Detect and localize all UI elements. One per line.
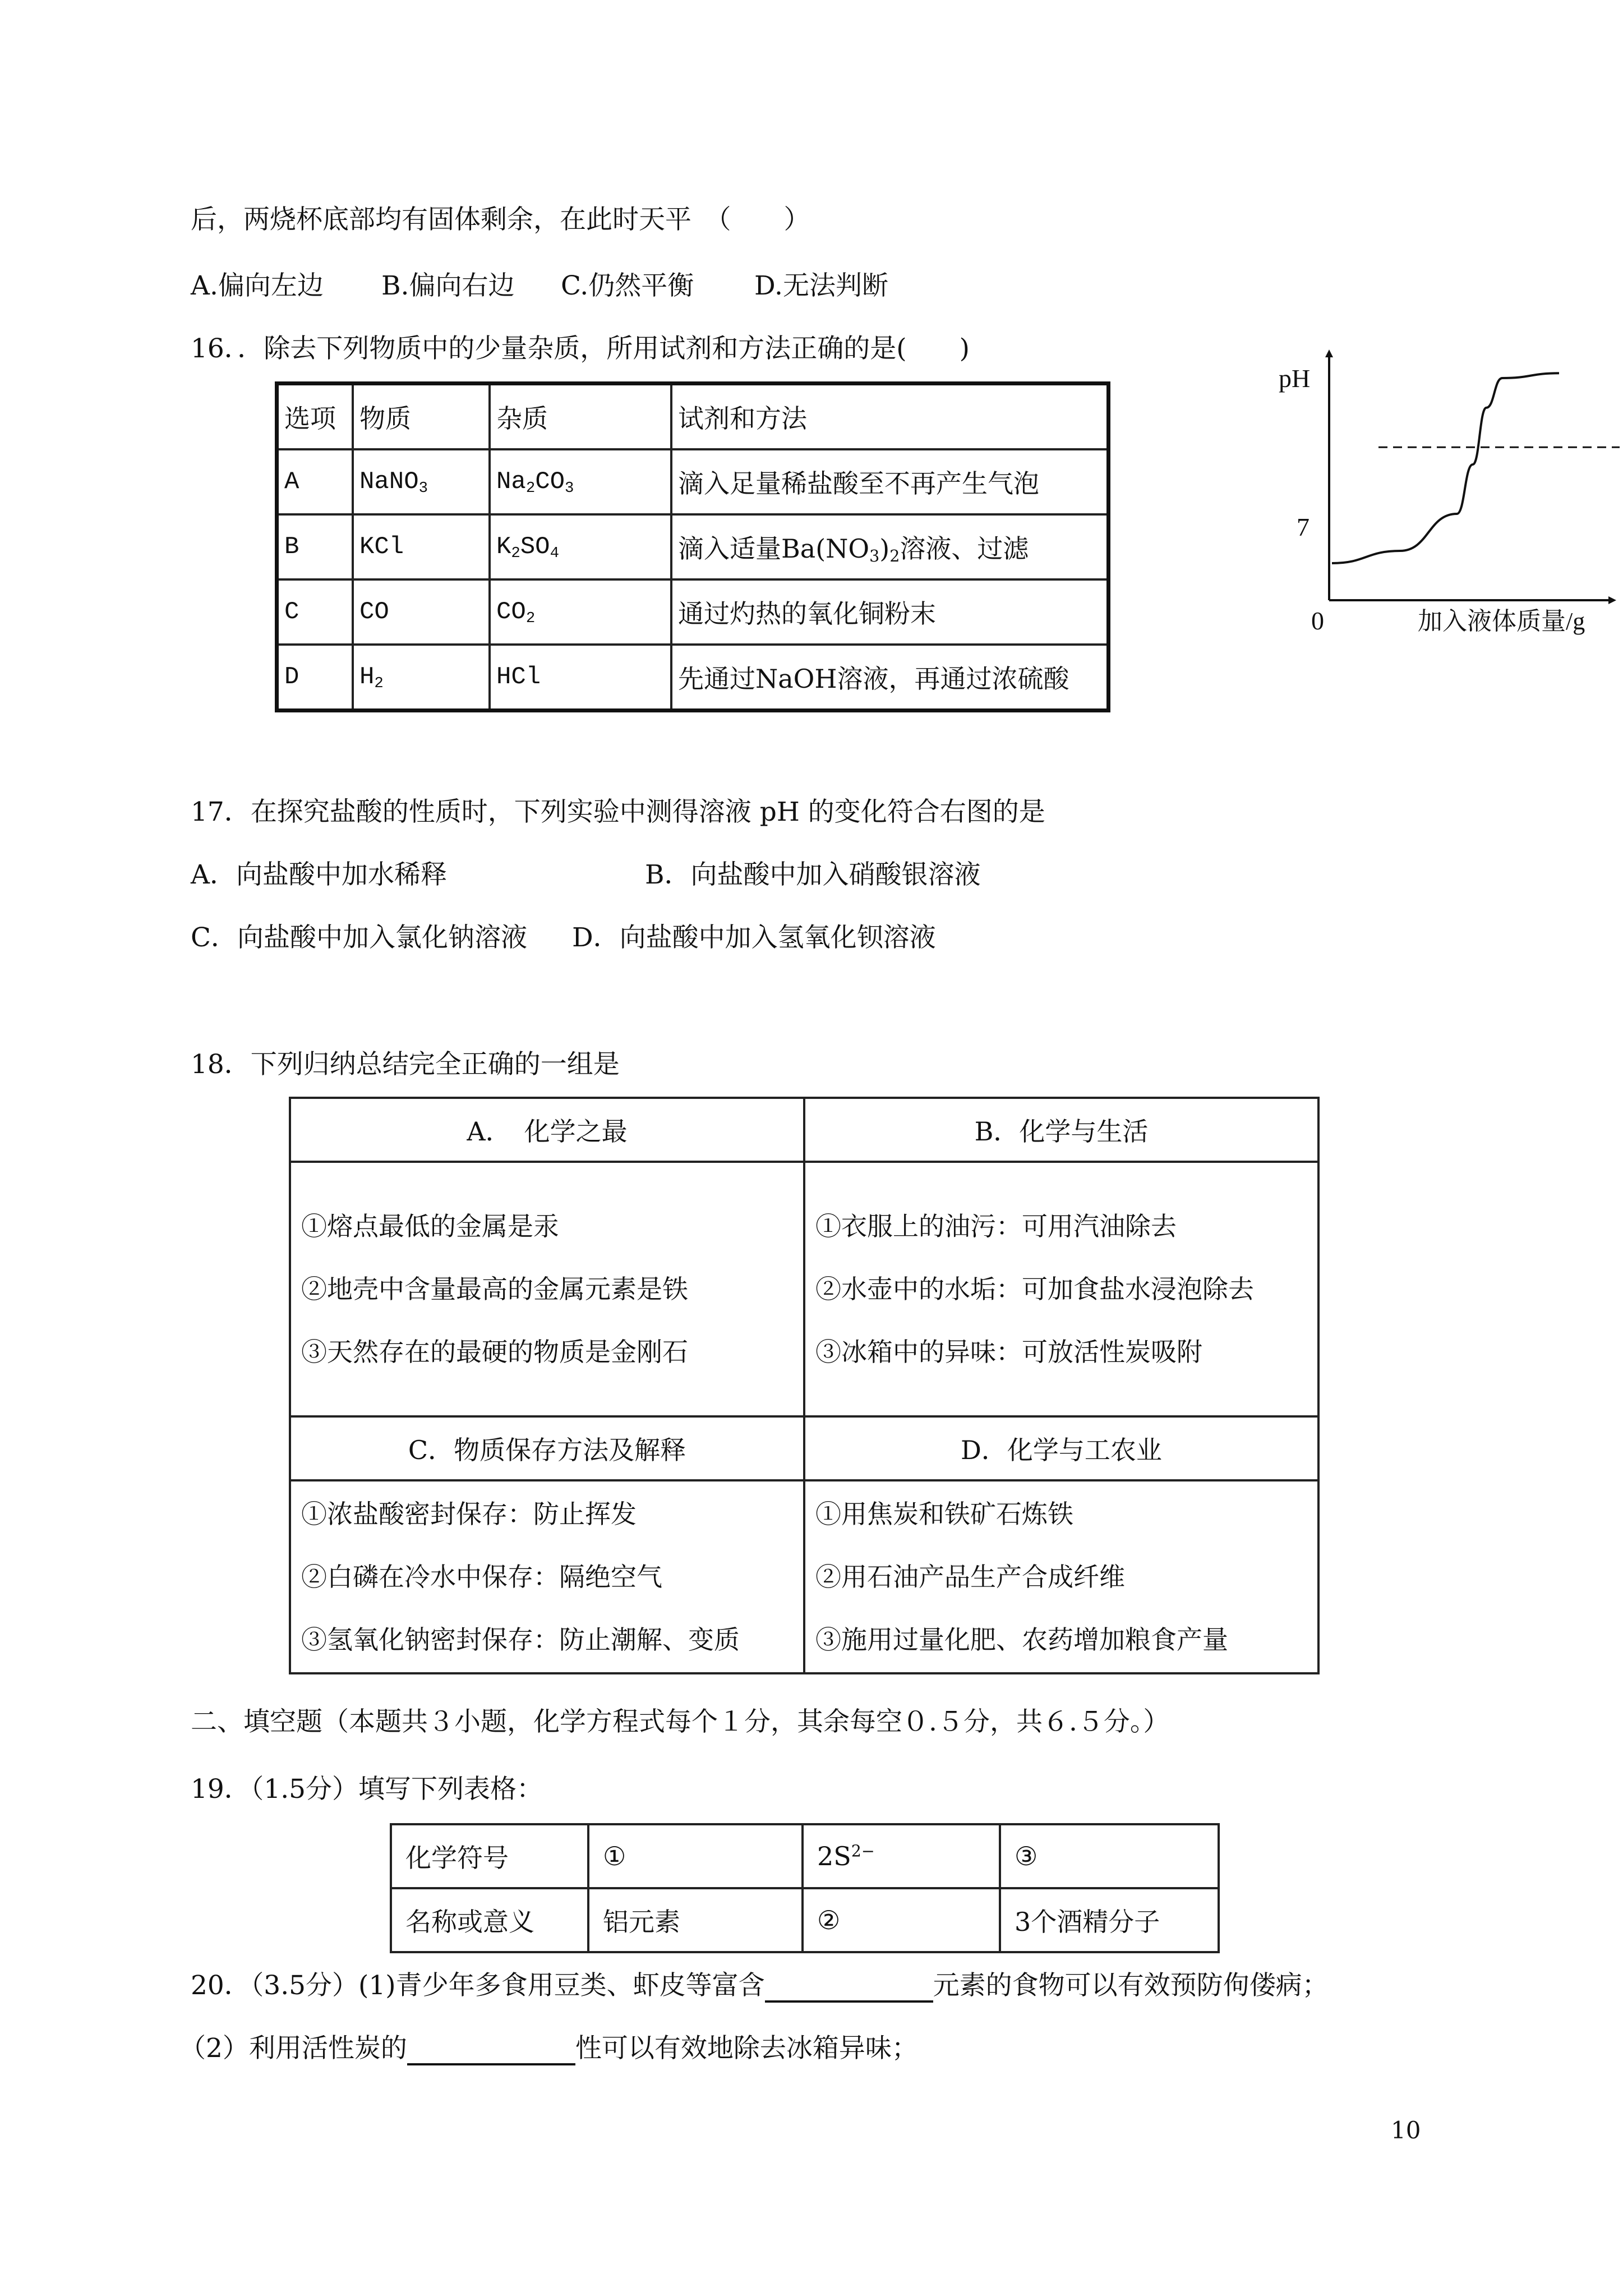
q15-stem-tail: 后，两烧杯底部均有固体剩余，在此时天平 （ ）: [191, 204, 810, 235]
q16-cell-impurity: $CO_2$: [490, 579, 671, 645]
table-row: [391, 1824, 1219, 1888]
q16-cell-method: 先通过NaOH溶液，再通过浓硫酸: [671, 645, 1109, 711]
q15-option-a: A.偏向左边: [191, 270, 324, 301]
table-row: [290, 1480, 1318, 1673]
q18-table: [289, 1097, 1320, 1674]
q19-table: [390, 1823, 1220, 1953]
q16-cell-method: 通过灼热的氧化铜粉末: [671, 579, 1109, 645]
q17-option-c: C．向盐酸中加入氯化钠溶液: [191, 922, 527, 953]
q16-header-impurity: 杂质: [490, 384, 671, 450]
q20-line1-text-a: 20．（3.5分）(1)青少年多食用豆类、虾皮等富含: [191, 1970, 765, 2001]
list-item: ②白磷在冷水中保存：隔绝空气: [301, 1562, 662, 1592]
q15-option-d: D.无法判断: [754, 270, 888, 301]
q15-option-c: C.仍然平衡: [561, 270, 694, 301]
q16-cell-option: B: [277, 514, 353, 579]
table-row: [277, 579, 1109, 645]
q16-cell-option: D: [277, 645, 353, 711]
q19-cell: ①: [588, 1824, 803, 1888]
q20-blank-1[interactable]: [765, 1973, 933, 2003]
q18-head-c: C．物质保存方法及解释: [290, 1416, 804, 1480]
q18-cell-a: [290, 1162, 804, 1416]
q16-header-option: 选项: [277, 384, 353, 450]
table-row: [290, 1162, 1318, 1416]
q16-cell-substance: NaNO$_3$: [353, 449, 490, 514]
q17-option-b: B．向盐酸中加入硝酸银溶液: [645, 859, 981, 890]
list-item: ①衣服上的油污：可用汽油除去: [815, 1211, 1177, 1241]
q19-cell: ②: [803, 1888, 1000, 1952]
y-axis-label: pH: [1279, 364, 1311, 393]
q18-head-b: B．化学与生活: [804, 1098, 1318, 1162]
list-item: ②水壶中的水垢：可加食盐水浸泡除去: [815, 1274, 1254, 1304]
list-item: ①用焦炭和铁矿石炼铁: [815, 1499, 1073, 1529]
q16-cell-impurity: $Na_2CO_3$: [490, 449, 671, 514]
list-item: ①熔点最低的金属是汞: [301, 1211, 559, 1241]
q19-cell: ③: [1000, 1824, 1219, 1888]
q20-line1-text-b: 元素的食物可以有效预防佝偻病；: [933, 1970, 1329, 2001]
q16-header-method: 试剂和方法: [671, 384, 1109, 450]
q20-line1: [191, 1969, 1329, 2003]
page-number: 10: [1391, 2116, 1421, 2144]
table-row: [290, 1416, 1318, 1480]
q20-line2-text-a: （2）利用活性炭的: [179, 2033, 407, 2064]
q20-line2-text-b: 性可以有效地除去冰箱异味；: [575, 2033, 918, 2064]
table-row: [277, 449, 1109, 514]
q20-blank-2[interactable]: [407, 2036, 575, 2065]
q18-stem: 18．下列归纳总结完全正确的一组是: [191, 1049, 620, 1080]
q16-table: [275, 381, 1110, 712]
q17-stem: 17．在探究盐酸的性质时，下列实验中测得溶液 pH 的变化符合右图的是: [191, 797, 1045, 827]
q18-head-d: D．化学与工农业: [804, 1416, 1318, 1480]
q16-stem: 16．．除去下列物质中的少量杂质，所用试剂和方法正确的是( ): [191, 333, 970, 364]
q15-option-b: B.偏向右边: [381, 270, 515, 301]
table-row: [277, 645, 1109, 711]
q16-cell-option: C: [277, 579, 353, 645]
q18-cell-b: [804, 1162, 1318, 1416]
q20-line2: [179, 2032, 918, 2065]
q17-option-d: D．向盐酸中加入氢氧化钡溶液: [572, 922, 936, 953]
q19-cell: 3个酒精分子: [1000, 1888, 1219, 1952]
q19-cell: $2S^{2-}$: [803, 1824, 1000, 1888]
table-row: [277, 514, 1109, 579]
q16-cell-method: 滴入适量$Ba(NO_3)_2$溶液、过滤: [671, 514, 1109, 579]
q16-cell-substance: CO: [353, 579, 490, 645]
q19-cell: 化学符号: [391, 1824, 588, 1888]
table-row: [277, 384, 1109, 450]
list-item: ①浓盐酸密封保存：防止挥发: [301, 1499, 637, 1529]
q16-cell-impurity: HCl: [490, 645, 671, 711]
ph-curve-chart: [1273, 337, 1621, 651]
q19-cell: 名称或意义: [391, 1888, 588, 1952]
x-axis-label: 加入液体质量/g: [1418, 608, 1585, 635]
q16-cell-method: 滴入足量稀盐酸至不再产生气泡: [671, 449, 1109, 514]
list-item: ③冰箱中的异味：可放活性炭吸附: [815, 1337, 1202, 1367]
q18-cell-c: [290, 1480, 804, 1673]
list-item: ③天然存在的最硬的物质是金刚石: [301, 1337, 688, 1367]
table-row: [391, 1888, 1219, 1952]
q19-stem: 19．（1.5分）填写下列表格：: [191, 1774, 543, 1805]
list-item: ②用石油产品生产合成纤维: [815, 1562, 1125, 1592]
q17-option-a: A．向盐酸中加水稀释: [191, 859, 447, 890]
q16-header-substance: 物质: [353, 384, 490, 450]
list-item: ③氢氧化钠密封保存：防止潮解、变质: [301, 1625, 740, 1655]
q16-cell-substance: KCl: [353, 514, 490, 579]
y-tick-label-7: 7: [1297, 513, 1310, 541]
q19-cell: 铝元素: [588, 1888, 803, 1952]
ph-curve: [1332, 373, 1559, 563]
q18-cell-d: [804, 1480, 1318, 1673]
q16-cell-substance: $H_2$: [353, 645, 490, 711]
list-item: ②地壳中含量最高的金属元素是铁: [301, 1274, 688, 1304]
q18-head-a: A． 化学之最: [290, 1098, 804, 1162]
table-row: [290, 1098, 1318, 1162]
q16-cell-impurity: $K_2SO_4$: [490, 514, 671, 579]
section-2-title: 二、填空题（本题共３小题，化学方程式每个１分，其余每空０.５分，共６.５分。）: [191, 1706, 1170, 1737]
origin-label: 0: [1311, 606, 1324, 635]
list-item: ③施用过量化肥、农药增加粮食产量: [815, 1625, 1228, 1655]
q16-cell-option: A: [277, 449, 353, 514]
